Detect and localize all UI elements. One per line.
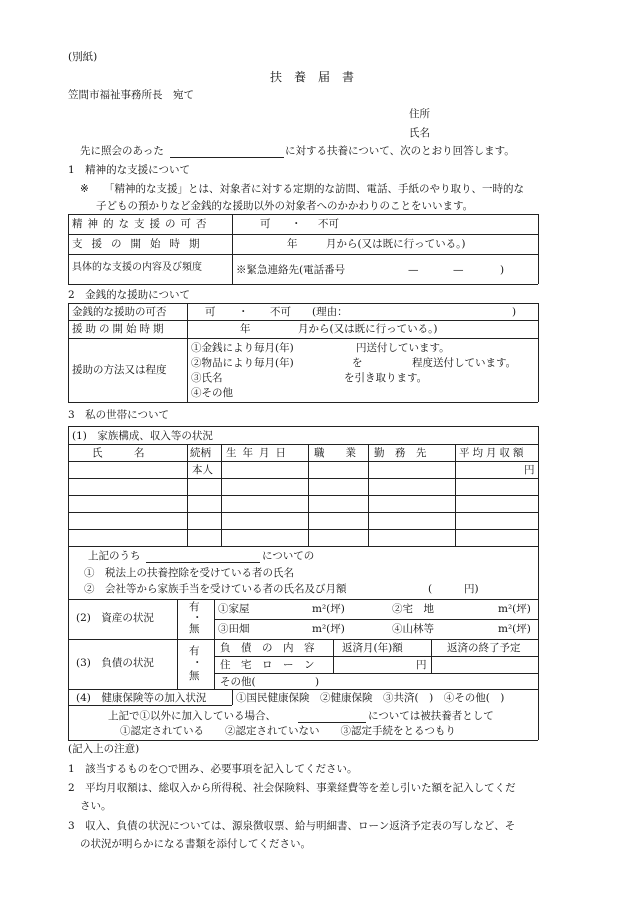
- phone-dash-2: —: [453, 264, 464, 276]
- asset-house: ①家屋: [218, 603, 250, 615]
- note-1: 1 該当するものを○で囲み、必要事項を記入してください。: [68, 763, 358, 775]
- aid-option-no[interactable]: 不可: [270, 306, 291, 318]
- support-option-no[interactable]: 不可: [318, 218, 339, 230]
- phone-close-paren: ): [500, 264, 505, 276]
- intro-blank-line: [170, 157, 284, 158]
- aid-method-goods-tail: 程度送付しています。: [412, 357, 517, 369]
- aid-method-money: ①金銭により毎月(年): [191, 342, 294, 354]
- name-label: 氏名: [409, 127, 430, 139]
- note-3a: 3 収入、負債の状況については、源泉徴収票、給与明細書、ローン返済予定表の写しなど、そ: [68, 820, 516, 832]
- asset-house-unit: m²(坪): [312, 603, 345, 615]
- attachment-label: (別紙): [68, 51, 98, 63]
- note-3b: の状況が明らかになる書類を添付してください。: [80, 838, 311, 850]
- debts-label: (3) 負債の状況: [76, 657, 154, 669]
- intro-text-2: に対する扶養について、次のとおり回答します。: [285, 145, 515, 157]
- col-income: 平均月収額: [459, 447, 527, 459]
- aid-reason-label: (理由：: [312, 306, 348, 318]
- asset-forest: ④山林等: [392, 623, 434, 635]
- family-note-blank: [146, 562, 260, 563]
- debts-yes[interactable]: 有: [189, 645, 200, 657]
- col-birthdate: 生年月日: [226, 447, 292, 459]
- aid-possible-label: 金銭的な援助の可否: [72, 306, 167, 318]
- aid-method-label: 援助の方法又は程度: [72, 364, 167, 376]
- asset-forest-unit: m²(坪): [498, 623, 531, 635]
- asset-field: ③田畑: [218, 623, 250, 635]
- phone-dash-1: —: [408, 264, 419, 276]
- debt-other-close: ): [315, 676, 320, 688]
- tax-dependent-item: ① 税法上の扶養控除を受けている者の氏名: [84, 567, 294, 579]
- family-note-2: についての: [262, 550, 315, 562]
- section-1-heading: 1 精神的な支援について: [68, 164, 190, 176]
- allowance-paren-close: 円): [464, 583, 479, 595]
- notes-heading: (記入上の注意): [68, 743, 140, 755]
- asset-field-unit: m²(坪): [312, 623, 345, 635]
- aid-method-takein: ③氏名: [191, 372, 223, 384]
- reason-close-paren: ): [512, 306, 517, 318]
- debt-yen: 円: [416, 659, 427, 671]
- debt-other: その他(: [220, 676, 256, 688]
- aid-start-year: 年: [240, 323, 251, 335]
- separator-dot: ・: [291, 218, 302, 230]
- col-workplace: 勤 務 先: [374, 447, 427, 459]
- support-content-label: 具体的な支援の内容及び頻度: [72, 262, 202, 273]
- separator-dot: ・: [238, 306, 249, 318]
- note-2a: 2 平均月収額は、総収入から所得税、社会保険料、事業経費等を差し引いた額を記入してくだ: [68, 782, 516, 794]
- aid-method-goods-wo: を: [352, 357, 363, 369]
- insurance-status-options[interactable]: ①認定されている ②認定されていない ③認定手続をとるつもり: [120, 725, 456, 737]
- debt-col-monthly: 返済月(年)額: [342, 642, 403, 654]
- aid-method-takein-tail: を引き取ります。: [344, 372, 428, 384]
- support-option-yes[interactable]: 可: [260, 218, 271, 230]
- income-yen: 円: [524, 464, 535, 476]
- addressee: 笠間市福祉事務所長 宛て: [68, 89, 194, 101]
- separator-dot: ・: [192, 612, 203, 624]
- support-start-label: 支援の開始時期: [72, 238, 209, 250]
- emergency-contact-label: ※緊急連絡先(電話番号: [236, 264, 346, 276]
- note-mark: ※: [80, 183, 89, 195]
- self-relation: 本人: [192, 464, 213, 476]
- family-heading: (1) 家族構成、収入等の状況: [72, 430, 213, 442]
- debt-col-end: 返済の終了予定: [447, 642, 521, 654]
- family-allowance-item: ② 会社等から家族手当を受けている者の氏名及び月額: [84, 583, 347, 595]
- support-possible-label: 精神的な支援の可否: [72, 218, 212, 230]
- assets-no[interactable]: 無: [189, 623, 200, 635]
- section-3-heading: 3 私の世帯について: [68, 409, 169, 421]
- insurance-label: (4) 健康保険等の加入状況: [76, 692, 207, 704]
- aid-start-label: 援助の開始時期: [72, 323, 167, 335]
- note-2b: さい。: [80, 800, 112, 812]
- aid-option-yes[interactable]: 可: [205, 306, 216, 318]
- insurance-options[interactable]: ①国民健康保険 ②健康保険 ③共済( ) ④その他( ): [236, 692, 505, 704]
- insurance-line-b: については被扶養者として: [368, 710, 494, 722]
- family-note-1: 上記のうち: [88, 550, 141, 562]
- aid-start-months: 月から(又は既に行っている。): [298, 323, 438, 335]
- insurance-blank: [298, 722, 366, 723]
- asset-land-unit: m²(坪): [498, 603, 531, 615]
- debts-no[interactable]: 無: [189, 670, 200, 682]
- debt-col-content: 負 債 の 内 容: [220, 642, 315, 654]
- debt-housing-loan: 住 宅 ロ ー ン: [220, 659, 315, 671]
- insurance-line-a: 上記で①以外に加入している場合、: [108, 710, 276, 722]
- col-name: 氏 名: [92, 447, 145, 459]
- allowance-paren-open: (: [428, 583, 433, 595]
- col-occupation: 職 業: [314, 447, 356, 459]
- assets-yes[interactable]: 有: [189, 601, 200, 613]
- support-start-year: 年: [287, 238, 298, 250]
- aid-method-goods: ②物品により毎月(年): [191, 357, 294, 369]
- aid-method-money-tail: 円送付しています。: [356, 342, 450, 354]
- section-1-note-2: 子どもの預かりなど金銭的な援助以外の対象者へのかかわりのことをいいます。: [96, 200, 474, 212]
- section-1-note-1: 「精神的な支援」とは、対象者に対する定期的な訪問、電話、手紙のやり取り、一時的な: [104, 183, 524, 195]
- asset-land: ②宅 地: [392, 603, 434, 615]
- address-label: 住所: [409, 108, 430, 120]
- section-2-heading: 2 金銭的な援助について: [68, 289, 190, 301]
- intro-text-1: 先に照会のあった: [80, 145, 164, 157]
- separator-dot: ・: [192, 657, 203, 669]
- aid-method-other: ④その他: [191, 387, 233, 399]
- col-relation: 続柄: [190, 447, 211, 459]
- support-start-months: 月から(又は既に行っている。): [326, 238, 466, 250]
- document-title: 扶 養 届 書: [270, 70, 355, 84]
- assets-label: (2) 資産の状況: [76, 612, 154, 624]
